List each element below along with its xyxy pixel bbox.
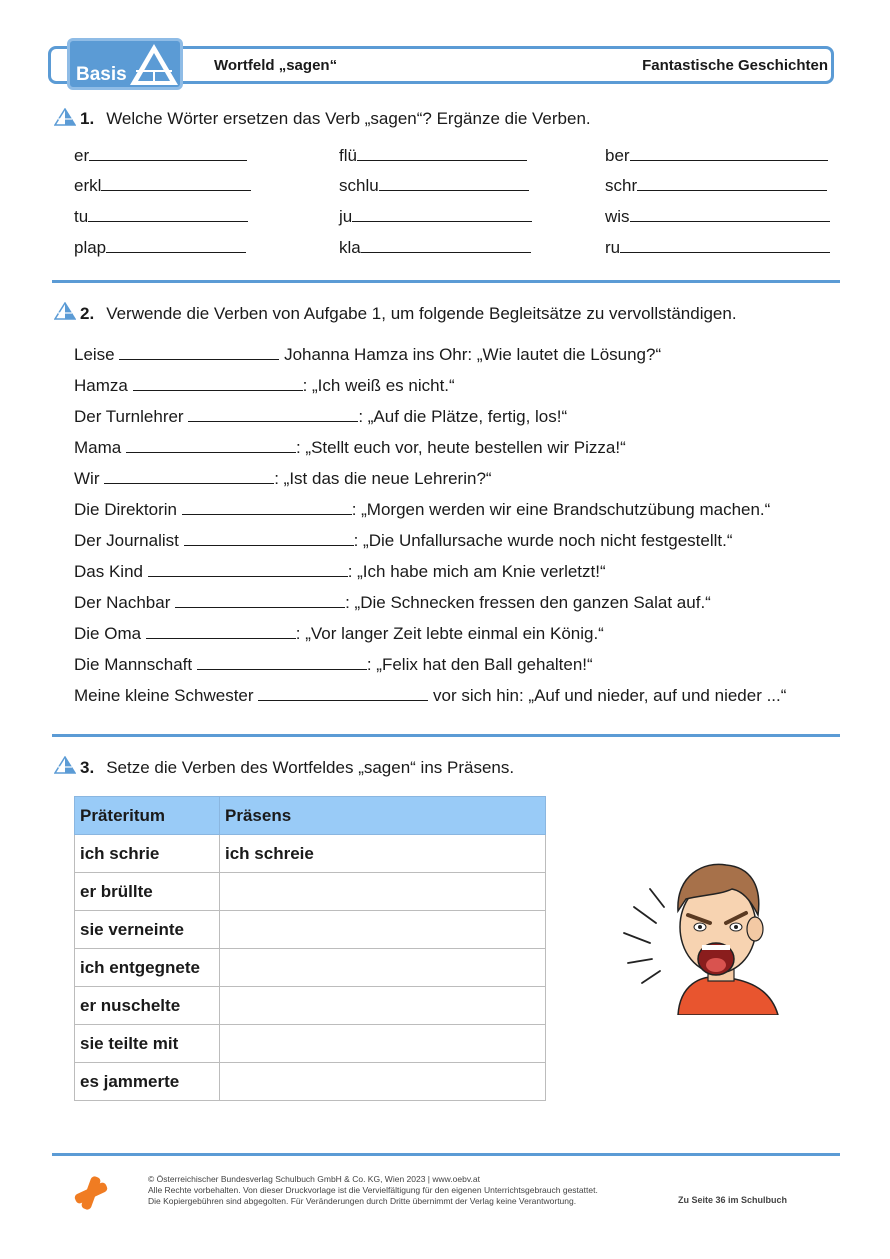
section-divider <box>52 280 840 283</box>
table-cell: es jammerte <box>75 1063 220 1101</box>
word-blank[interactable]: schlu <box>339 176 529 196</box>
sentence-line[interactable]: Wir : „Ist das die neue Lehrerin?“ <box>74 469 492 488</box>
word-blank[interactable]: er <box>74 146 247 166</box>
word-blank[interactable]: ber <box>605 146 828 166</box>
table-header-row <box>75 797 546 835</box>
page-reference: Zu Seite 36 im Schulbuch <box>678 1195 788 1205</box>
table-cell-answer[interactable] <box>220 873 546 911</box>
word-blank[interactable]: wis <box>605 207 830 227</box>
section-divider <box>52 734 840 737</box>
copyright-line: Die Kopiergebühren sind abgegolten. Für Veränderungen durch Dritte übernimmt der Verlag keine Verantwortung. <box>148 1196 577 1206</box>
table-cell-answer[interactable] <box>220 1025 546 1063</box>
sentence-line[interactable]: Leise Johanna Hamza ins Ohr: „Wie lautet die Lösung?“ <box>74 345 662 364</box>
word-blank[interactable]: plap <box>74 238 246 258</box>
task2-heading <box>80 304 737 324</box>
badge-label: Basis <box>76 64 127 85</box>
copyright-notice <box>148 1174 598 1207</box>
sentence-line[interactable]: Mama : „Stellt euch vor, heute bestellen wir Pizza!“ <box>74 438 626 457</box>
table-cell-answer[interactable] <box>220 949 546 987</box>
word-blank[interactable]: ju <box>339 207 532 227</box>
page-title: Wortfeld „sagen“ <box>214 57 338 74</box>
copyright-line: © Österreichischer Bundesverlag Schulbuch GmbH & Co. KG, Wien 2023 | www.oebv.at <box>148 1174 480 1184</box>
triangle-logo-icon <box>128 41 180 87</box>
table-row <box>75 911 546 949</box>
word-blank[interactable]: flü <box>339 146 527 166</box>
table-row <box>75 949 546 987</box>
sentence-line[interactable]: Die Oma : „Vor langer Zeit lebte einmal ein König.“ <box>74 624 604 643</box>
task1-text: Welche Wörter ersetzen das Verb „sagen“? Ergänze die Verben. <box>106 109 591 128</box>
table-header: Präsens <box>220 797 546 835</box>
table-row <box>75 1025 546 1063</box>
table-row <box>75 987 546 1025</box>
task1-number: 1. <box>80 109 95 128</box>
sentence-line[interactable]: Meine kleine Schwester vor sich hin: „Auf und nieder, auf und nieder ...“ <box>74 686 787 705</box>
sentence-line[interactable]: Das Kind : „Ich habe mich am Knie verletzt!“ <box>74 562 606 581</box>
subject-title: Fantastische Geschichten <box>642 57 828 74</box>
table-cell: er brüllte <box>75 873 220 911</box>
task2-text: Verwende die Verben von Aufgabe 1, um folgende Begleitsätze zu vervollständigen. <box>106 304 737 323</box>
publisher-logo-icon <box>72 1174 110 1212</box>
word-blank[interactable]: schr <box>605 176 827 196</box>
table-cell: ich entgegnete <box>75 949 220 987</box>
table-cell: sie teilte mit <box>75 1025 220 1063</box>
word-blank[interactable]: tu <box>74 207 248 227</box>
word-blank[interactable]: ru <box>605 238 830 258</box>
task-level-icon <box>54 108 76 126</box>
table-cell: sie verneinte <box>75 911 220 949</box>
table-cell-answer[interactable]: ich schreie <box>220 835 546 873</box>
table-row <box>75 1063 546 1101</box>
task-level-icon <box>54 302 76 320</box>
table-cell-answer[interactable] <box>220 911 546 949</box>
word-blank[interactable]: erkl <box>74 176 251 196</box>
sentence-line[interactable]: Der Turnlehrer : „Auf die Plätze, fertig, los!“ <box>74 407 568 426</box>
task-level-icon <box>54 756 76 774</box>
table-row <box>75 873 546 911</box>
task2-number: 2. <box>80 304 95 323</box>
table-header: Präteritum <box>75 797 220 835</box>
task3-number: 3. <box>80 758 95 777</box>
screaming-boy-illustration <box>620 855 790 1015</box>
table-cell-answer[interactable] <box>220 1063 546 1101</box>
sentence-line[interactable]: Die Mannschaft : „Felix hat den Ball gehalten!“ <box>74 655 593 674</box>
verb-table <box>74 796 546 1101</box>
word-blank[interactable]: kla <box>339 238 531 258</box>
footer-divider <box>52 1153 840 1156</box>
sentence-line[interactable]: Die Direktorin : „Morgen werden wir eine Brandschutzübung machen.“ <box>74 500 771 519</box>
table-cell-answer[interactable] <box>220 987 546 1025</box>
task1-heading <box>80 109 591 129</box>
sentence-line[interactable]: Der Journalist : „Die Unfallursache wurde noch nicht festgestellt.“ <box>74 531 733 550</box>
copyright-line: Alle Rechte vorbehalten. Von dieser Druckvorlage ist die Vervielfältigung für den eigenen Unterrichtsgebrauch gestattet. <box>148 1185 598 1195</box>
table-cell: ich schrie <box>75 835 220 873</box>
sentence-line[interactable]: Der Nachbar : „Die Schnecken fressen den ganzen Salat auf.“ <box>74 593 711 612</box>
task3-text: Setze die Verben des Wortfeldes „sagen“ ins Präsens. <box>106 758 515 777</box>
sentence-line[interactable]: Hamza : „Ich weiß es nicht.“ <box>74 376 455 395</box>
table-cell: er nuschelte <box>75 987 220 1025</box>
table-row <box>75 835 546 873</box>
task3-heading <box>80 758 514 778</box>
